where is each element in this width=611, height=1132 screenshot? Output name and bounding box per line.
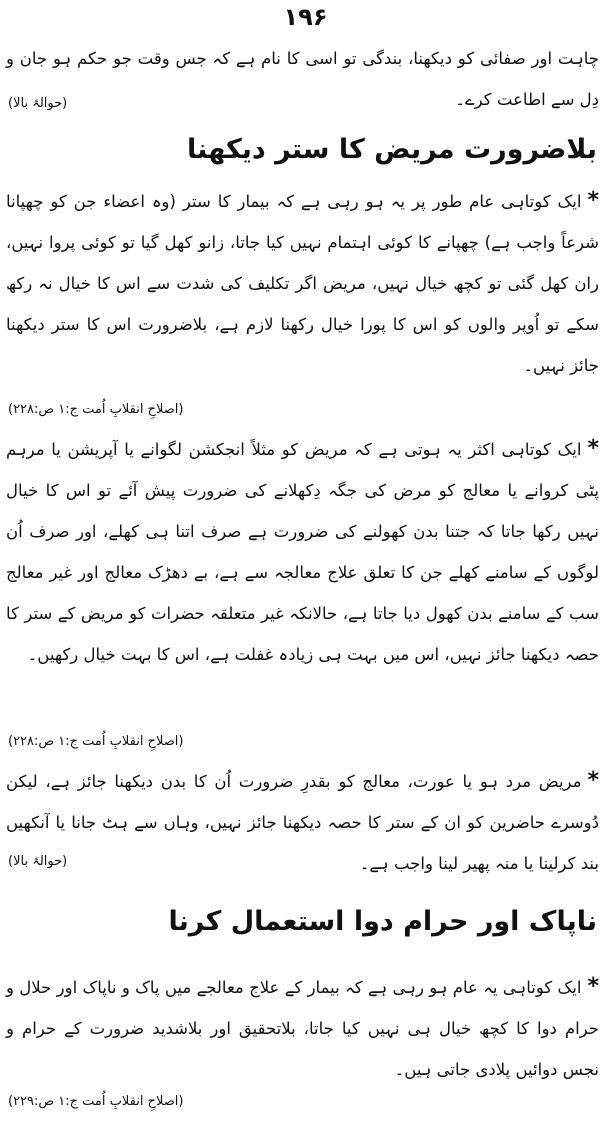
section1-paragraph-2 xyxy=(6,428,599,675)
paragraph-reference: (اصلاحِ انقلابِ اُمت ج:۱ ص:۲۲۸) xyxy=(8,734,184,749)
bullet-star-icon: * xyxy=(587,436,599,461)
section1-paragraph-1 xyxy=(6,180,599,386)
paragraph-text: ایک کوتاہی یہ عام ہو رہی ہے کہ بیمار کے علاج معالجے میں پاک و ناپاک اور حلال و حرام دوا کا کچھ خیال ہی نہیں کیا جاتا، بلاتحقیق اور بلاشدید ضرورت کے حرام و نجس دوائیں پلادی جاتی ہیں۔ xyxy=(6,978,599,1079)
intro-paragraph xyxy=(6,38,599,120)
bullet-star-icon: * xyxy=(587,974,599,999)
intro-reference: (حوالۂ بالا) xyxy=(8,96,68,111)
paragraph-reference: (اصلاحِ انقلابِ اُمت ج:۱ ص:۲۲۹) xyxy=(8,1094,184,1109)
intro-text: چاہت اور صفائی کو دیکھنا، بندگی تو اسی کا نام ہے کہ جس وقت جو حکم ہو جان و دِل سے اطاعت کرے۔ xyxy=(6,49,599,109)
paragraph-text: ایک کوتاہی اکثر یہ ہوتی ہے کہ مریض کو مثلاً انجکشن لگوانے یا آپریشن یا مرہم پٹی کروانے یا معالج کو مرض کی جگہ دِکھلانے کی ضرورت پیش آئے تو اس کا خیال نہیں رکھا جاتا کہ جتنا بدن کھولنے کی ضرورت ہے صرف اتنا ہی کھلے، اور صرف اُن لوگوں کے سامنے کھلے جن کا تعلق علاج معالجہ سے ہے، بے دھڑک معالج اور غیر معالج سب کے سامنے بدن کھول دیا جاتا ہے، حالانکہ غیر متعلقہ حضرات کو مریض کے ستر کا حصہ دیکھنا جائز نہیں، اس میں بہت ہی زیادہ غفلت ہے، اس کا بہت خیال رکھیں۔ xyxy=(6,440,599,664)
paragraph-text: ایک کوتاہی عام طور پر یہ ہو رہی ہے کہ بیمار کا ستر (وہ اعضاء جن کو چھپانا شرعاً واجب ہے) چھپانے کا کوئی اہتمام نہیں کیا جاتا، زانو کھل گیا تو کوئی پروا نہیں، ران کھل گئی تو کچھ خیال نہیں، مریض اگر تکلیف کی شدت سے اس کا خیال نہ رکھ سکے تو اُوپر والوں کو اس کا پورا خیال رکھنا لازم ہے، بلاضرورت اس کا ستر دیکھنا جائز نہیں۔ xyxy=(6,192,599,375)
section1-paragraph-3 xyxy=(6,760,599,884)
bullet-star-icon: * xyxy=(587,768,599,793)
section2-paragraph-1 xyxy=(6,966,599,1090)
paragraph-reference: (حوالۂ بالا) xyxy=(8,854,68,869)
page-number: ۱۹۶ xyxy=(283,3,328,31)
paragraph-reference: (اصلاحِ انقلابِ اُمت ج:۱ ص:۲۲۸) xyxy=(8,402,184,417)
bullet-star-icon: * xyxy=(587,188,599,213)
section-heading-1: بلاضرورت مریض کا ستر دیکھنا xyxy=(187,134,597,165)
paragraph-text: مریض مرد ہو یا عورت، معالج کو بقدرِ ضرورت اُن کا بدن دیکھنا جائز ہے، لیکن دُوسرے حاضرین کو ان کے ستر کا حصہ دیکھنا جائز نہیں، وہاں سے ہٹ جانا یا آنکھیں بند کرلینا یا منہ پھیر لینا واجب ہے۔ xyxy=(6,772,599,873)
section-heading-2: ناپاک اور حرام دوا استعمال کرنا xyxy=(168,906,597,937)
